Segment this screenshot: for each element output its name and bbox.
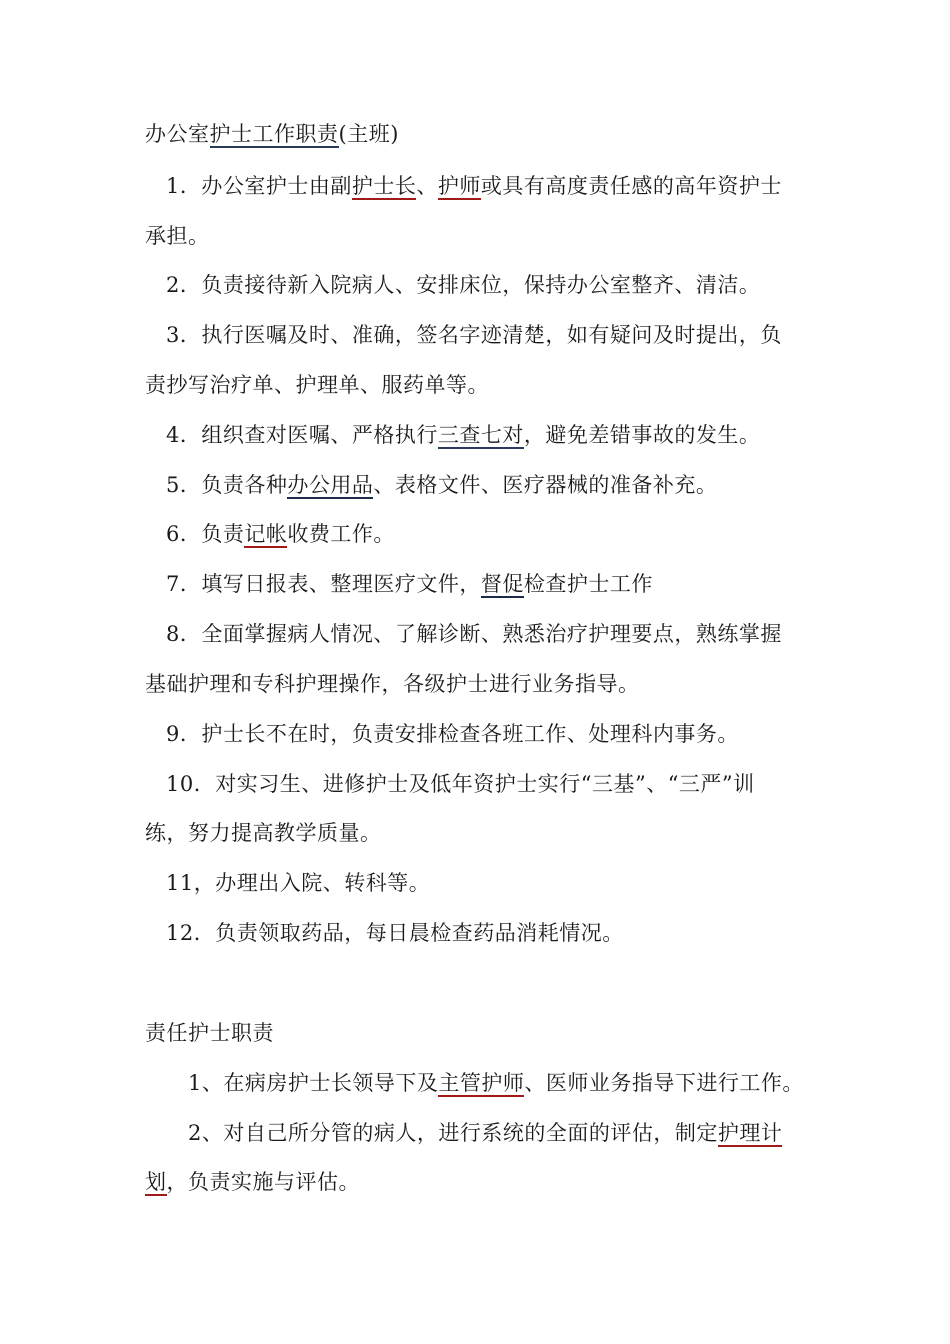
spellcheck-underlined-text: 记帐 (244, 522, 288, 546)
underlined-text: 办公用品 (287, 473, 374, 497)
section-title-responsible-nurse: 责任护士职责 (145, 1021, 274, 1045)
title-text: (主班) (338, 122, 399, 146)
duty-item-3-cont: 责抄写治疗单、护理单、服药单等。 (145, 373, 489, 397)
item-text: 1．办公室护士由副 (166, 174, 352, 198)
duty-item-1-cont: 承担。 (145, 224, 210, 248)
responsibility-item-2 (188, 1117, 782, 1149)
underlined-text: 督促 (480, 572, 524, 596)
spellcheck-underlined-text: 划 (145, 1170, 167, 1194)
spellcheck-underlined-text: 主管护师 (438, 1071, 525, 1095)
spellcheck-underlined-text: 护师 (437, 174, 481, 198)
item-text: 收费工作。 (287, 522, 395, 546)
responsibility-item-2-cont (145, 1166, 360, 1198)
duty-item-5 (166, 469, 717, 501)
item-text: 2、对自己所分管的病人，进行系统的全面的评估，制定 (188, 1121, 718, 1145)
duty-item-6 (166, 518, 395, 550)
duty-item-8-cont: 基础护理和专科护理操作，各级护士进行业务指导。 (145, 672, 640, 696)
item-text: ，避免差错事故的发生。 (523, 423, 761, 447)
item-text: 1、在病房护士长领导下及 (188, 1071, 439, 1095)
item-text: 5．负责各种 (166, 473, 288, 497)
duty-item-3: 3．执行医嘱及时、准确，签名字迹清楚，如有疑问及时提出，负 (166, 323, 782, 347)
item-text: 、医师业务指导下进行工作。 (524, 1071, 804, 1095)
section-title-office-nurse (145, 118, 399, 150)
duty-item-8: 8．全面掌握病人情况、了解诊断、熟悉治疗护理要点，熟练掌握 (166, 622, 782, 646)
duty-item-11: 11，办理出入院、转科等。 (166, 871, 431, 895)
item-text: 6．负责 (166, 522, 245, 546)
duty-item-9: 9．护士长不在时，负责安排检查各班工作、处理科内事务。 (166, 722, 739, 746)
duty-item-1 (166, 170, 782, 202)
underlined-text: 三查七对 (437, 423, 524, 447)
item-text: 、 (416, 174, 438, 198)
item-text: 检查护士工作 (523, 572, 653, 596)
duty-item-10: 10．对实习生、进修护士及低年资护士实行“三基”、“三严”训 (166, 772, 755, 796)
duty-item-12: 12．负责领取药品，每日晨检查药品消耗情况。 (166, 921, 624, 945)
item-text: 7．填写日报表、整理医疗文件， (166, 572, 481, 596)
duty-item-2: 2．负责接待新入院病人、安排床位，保持办公室整齐、清洁。 (166, 273, 761, 297)
item-text: 或具有高度责任感的高年资护士 (480, 174, 782, 198)
duty-item-4 (166, 419, 760, 451)
duty-item-7 (166, 568, 653, 600)
duty-item-10-cont: 练，努力提高教学质量。 (145, 821, 382, 845)
spellcheck-underlined-text: 护理计 (717, 1121, 783, 1145)
item-text: 4．组织查对医嘱、严格执行 (166, 423, 438, 447)
underlined-text: 护士工作职责 (209, 122, 339, 146)
spellcheck-underlined-text: 护士长 (351, 174, 417, 198)
item-text: 、表格文件、医疗器械的准备补充。 (373, 473, 718, 497)
item-text: ，负责实施与评估。 (166, 1170, 360, 1194)
responsibility-item-1 (188, 1067, 804, 1099)
title-text: 办公室 (145, 122, 210, 146)
